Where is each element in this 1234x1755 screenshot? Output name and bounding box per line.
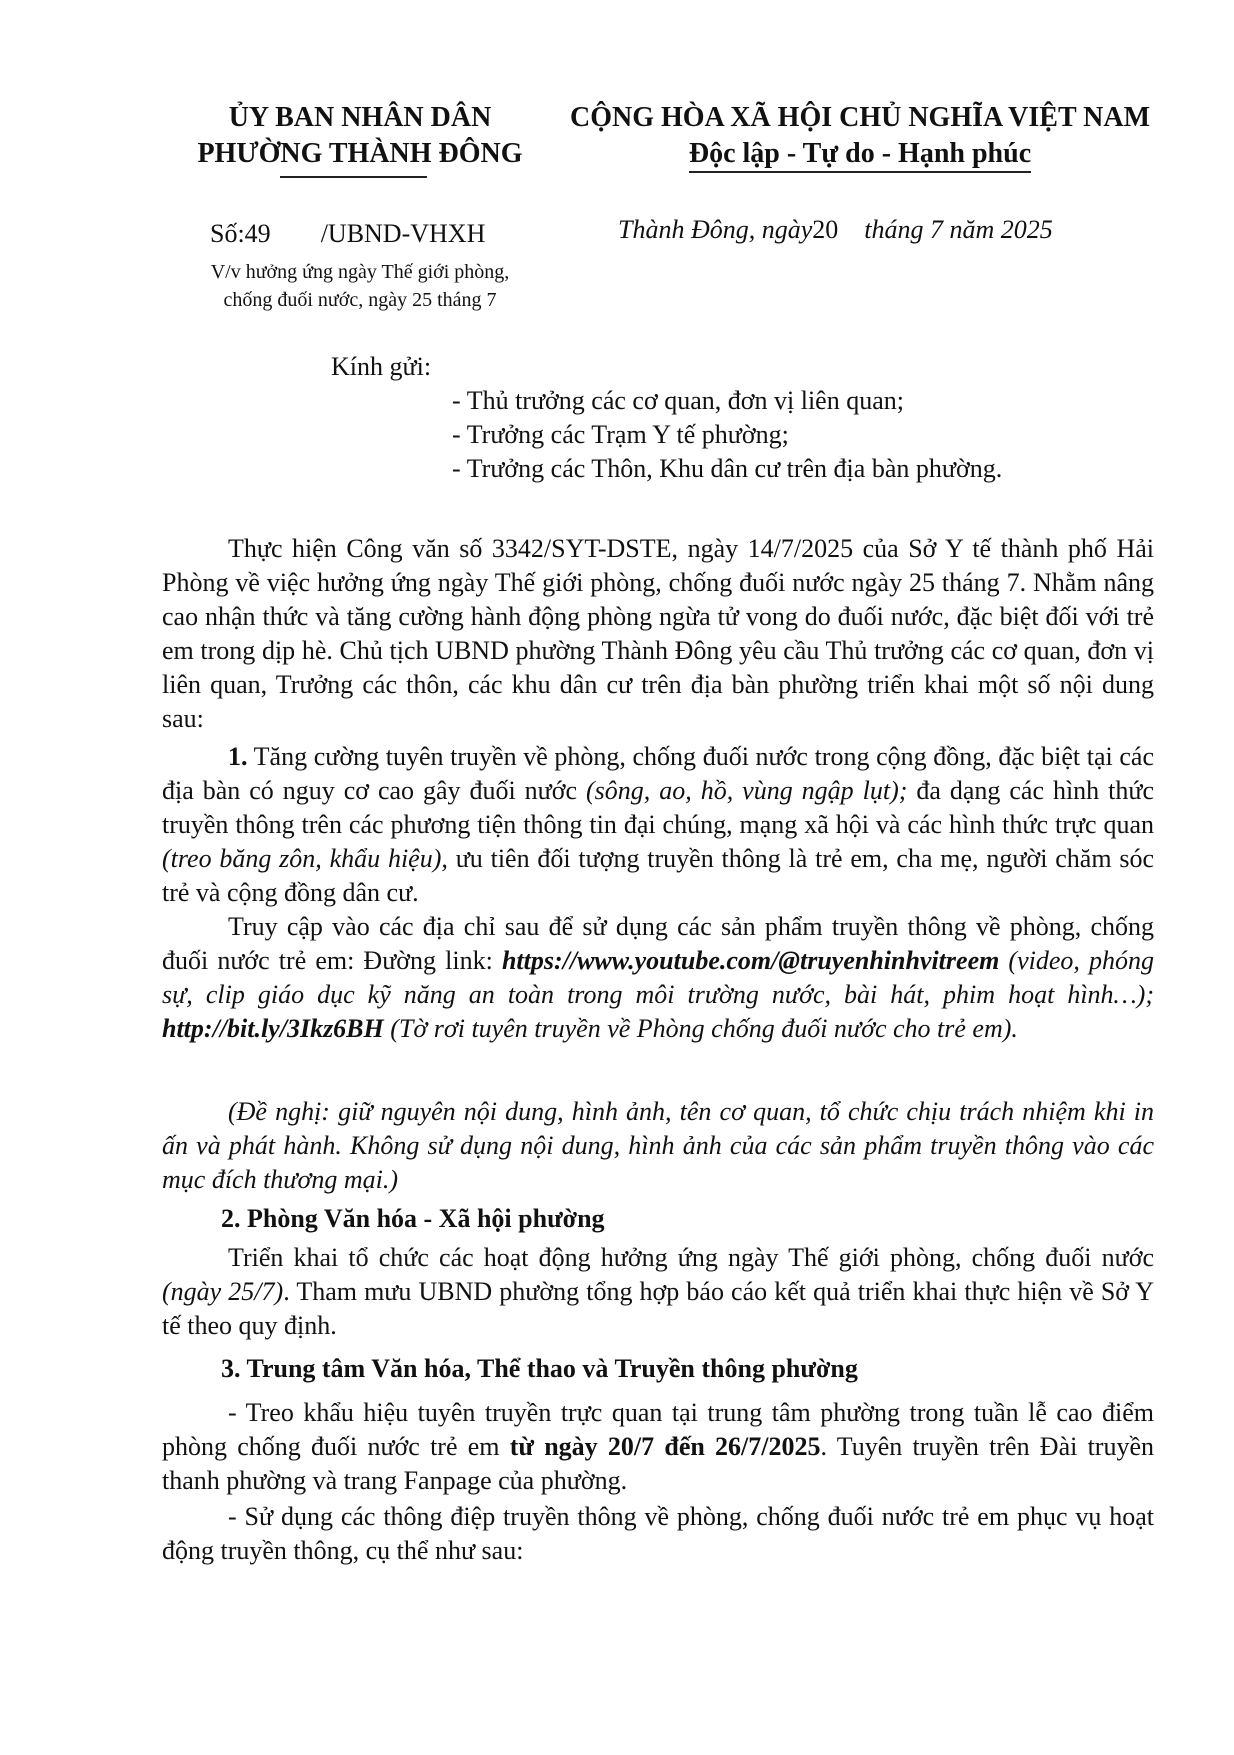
item-1-paragraph — [162, 740, 1154, 910]
section-3-date-range: từ ngày 20/7 đến 26/7/2025 — [509, 1432, 821, 1461]
access-text: Truy cập vào các địa chỉ sau để sử dụng các sản phẩm truyền thông về phòng, chống đuối nước trẻ em: Đường link: — [162, 912, 1154, 975]
leaflet-link-description: (Tờ rơi tuyên truyền về Phòng chống đuối nước cho trẻ em). — [383, 1014, 1018, 1043]
item-1-text-3: ưu tiên đối tượng truyền thông là trẻ em, cha mẹ, người chăm sóc trẻ và cộng đồng dân cư. — [162, 844, 1155, 907]
section-3-paragraph-2: - Sử dụng các thông điệp truyền thông về phòng, chống đuối nước trẻ em phục vụ hoạt động truyền thông, cụ thể như sau: — [162, 1502, 1154, 1565]
date-day: 20 — [812, 215, 839, 244]
section-3-text-2: . Tuyên truyền trên Đài truyền thanh phường và trang Fanpage của phường. — [162, 1432, 1154, 1495]
date-place: Thành Đông, ngày — [618, 215, 813, 244]
national-title-block — [560, 100, 1160, 173]
document-number — [210, 219, 485, 249]
item-1-risk-areas: (sông, ao, hồ, vùng ngập lụt); — [586, 776, 908, 805]
date-month-year: tháng 7 năm 2025 — [864, 215, 1053, 244]
place-and-date — [618, 215, 1053, 245]
section-2-text-2: . Tham mưu UBND phường tổng hợp báo cáo kết quả triển khai thực hiện về Sở Y tế theo quy định. — [162, 1277, 1154, 1340]
youtube-link[interactable]: https://www.youtube.com/@truyenhinhvitreem — [501, 946, 1000, 975]
section-2-paragraph — [162, 1241, 1154, 1343]
section-3-text: - Treo khẩu hiệu tuyên truyền trực quan tại trung tâm phường trong tuần lễ cao điểm phòng chống đuối nước trẻ em — [162, 1398, 1154, 1461]
national-title: CỘNG HÒA XÃ HỘI CHỦ NGHĨA VIỆT NAM — [569, 102, 1151, 133]
item-1-text: Tăng cường tuyên truyền về phòng, chống đuối nước trong cộng đồng, đặc biệt tại các địa bàn có nguy cơ cao gây đuối nước — [162, 742, 1154, 805]
issuer-line-1: ỦY BAN NHÂN DÂN — [228, 102, 492, 133]
recipient-item: - Trưởng các Trạm Y tế phường; — [452, 420, 789, 449]
document-number-prefix: Số:49 — [210, 219, 271, 248]
national-motto: Độc lập - Tự do - Hạnh phúc — [689, 137, 1031, 173]
access-paragraph — [162, 910, 1154, 1046]
usage-note: (Đề nghị: giữ nguyên nội dung, hình ảnh, tên cơ quan, tổ chức chịu trách nhiệm khi in ấn và phát hành. Không sử dụng nội dung, hình ảnh của các sản phẩm truyền thông vào các mục đích thương mại.) — [162, 1097, 1154, 1194]
recipient-item: - Thủ trưởng các cơ quan, đơn vị liên quan; — [452, 386, 904, 415]
recipients-list — [452, 384, 1002, 486]
subject-summary — [160, 258, 560, 314]
section-3-paragraph-1 — [162, 1396, 1154, 1498]
issuer-line-2: PHƯỜNG THÀNH ĐÔNG — [197, 138, 523, 169]
recipients-title: Kính gửi: — [331, 352, 432, 381]
section-2-text: Triển khai tổ chức các hoạt động hưởng ứng ngày Thế giới phòng, chống đuối nước — [228, 1243, 1154, 1272]
subject-line-1: V/v hưởng ứng ngày Thế giới phòng, — [210, 261, 510, 283]
section-2-heading: 2. Phòng Văn hóa - Xã hội phường — [221, 1204, 605, 1233]
document-number-suffix: /UBND-VHXH — [320, 219, 486, 248]
section-3-heading: 3. Trung tâm Văn hóa, Thể thao và Truyền thông phường — [221, 1354, 858, 1383]
leaflet-link[interactable]: http://bit.ly/3Ikz6BH — [162, 1014, 384, 1043]
section-2-date: (ngày 25/7) — [162, 1277, 284, 1306]
recipient-item: - Trưởng các Thôn, Khu dân cư trên địa bàn phường. — [452, 454, 1003, 483]
issuer-block — [160, 100, 560, 172]
youtube-link-description: (video, phóng sự, clip giáo dục kỹ năng an toàn trong môi trường nước, bài hát, phim hoạt hình…); — [162, 946, 1154, 1009]
item-1-text-2: đa dạng các hình thức truyền thông trên các phương tiện thông tin đại chúng, mạng xã hội và các hình thức trực quan — [162, 776, 1154, 839]
intro-paragraph: Thực hiện Công văn số 3342/SYT-DSTE, ngày 14/7/2025 của Sở Y tế thành phố Hải Phòng về việc hưởng ứng ngày Thế giới phòng, chống đuối nước ngày 25 tháng 7. Nhằm nâng cao nhận thức và tăng cường hành động phòng ngừa tử vong do đuối nước, đặc biệt đối với trẻ em trong dịp hè. Chủ tịch UBND phường Thành Đông yêu cầu Thủ trưởng các cơ quan, đơn vị liên quan, Trưởng các thôn, các khu dân cư trên địa bàn phường triển khai một số nội dung sau: — [162, 534, 1154, 733]
issuer-underline — [280, 176, 427, 178]
item-1-number: 1. — [228, 742, 248, 771]
subject-line-2: chống đuối nước, ngày 25 tháng 7 — [223, 289, 497, 311]
item-1-visual-forms: (treo băng zôn, khẩu hiệu), — [162, 844, 448, 873]
